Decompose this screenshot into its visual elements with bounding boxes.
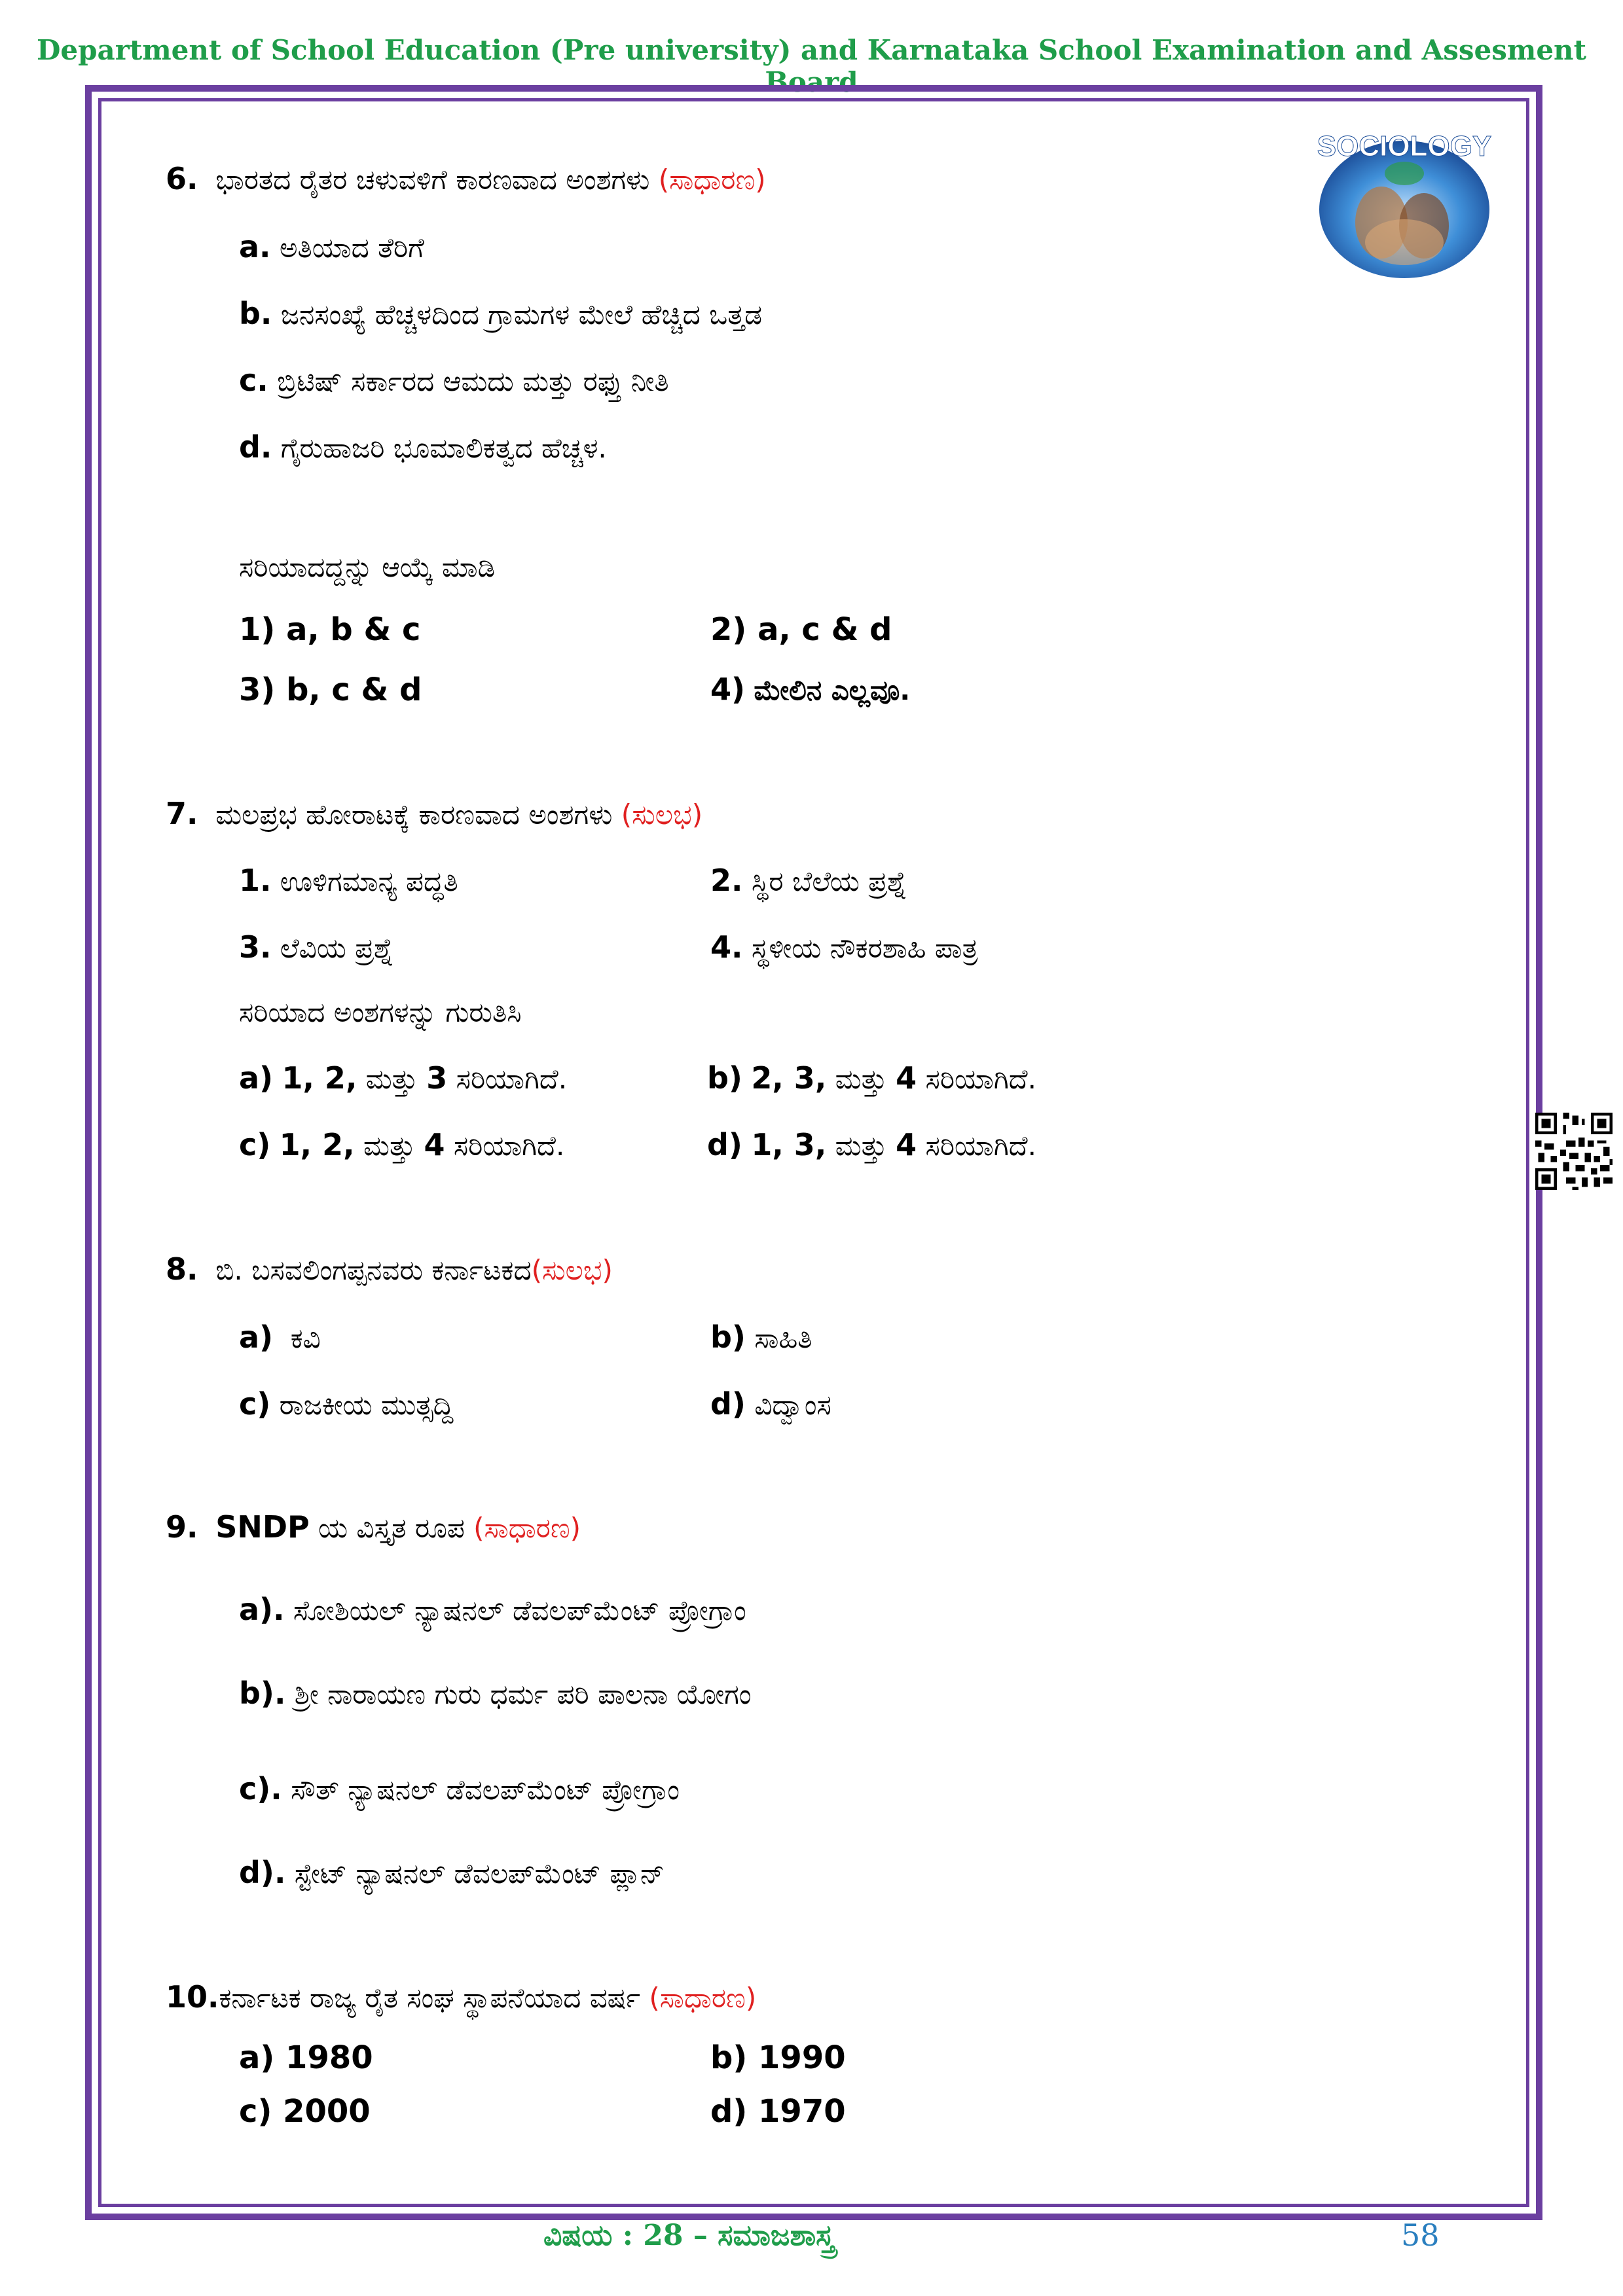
option-c[interactable]: c) ರಾಜಕೀಯ ಮುತ್ಸದ್ದಿ xyxy=(239,1386,454,1422)
difficulty-label: (ಸಾಧಾರಣ) xyxy=(649,1982,757,2014)
list-item: 1. ಊಳಿಗಮಾನ್ಯ ಪದ್ಧತಿ xyxy=(239,863,458,898)
option-b[interactable]: b) 2, 3, ಮತ್ತು 4 ಸರಿಯಾಗಿದೆ. xyxy=(707,1060,1036,1096)
question-number: 7. xyxy=(166,796,198,831)
option-d[interactable]: d). ಸ್ಟೇಟ್ ನ್ಯಾಷನಲ್ ಡೆವಲಪ್‌ಮೆಂಟ್ ಪ್ಲಾನ್ xyxy=(239,1855,665,1890)
question-number: 10. xyxy=(166,1979,219,2015)
difficulty-label: (ಸುಲಭ) xyxy=(531,1254,613,1286)
question-7 xyxy=(166,796,702,831)
list-item: a. ಅತಿಯಾದ ತೆರಿಗೆ xyxy=(239,229,424,264)
option-d[interactable]: d) 1970 xyxy=(710,2093,846,2130)
option-3[interactable]: 3) b, c & d xyxy=(239,672,422,708)
question-10 xyxy=(166,1979,756,2015)
option-c[interactable]: c) 1, 2, ಮತ್ತು 4 ಸರಿಯಾಗಿದೆ. xyxy=(239,1127,565,1162)
option-4[interactable]: 4) ಮೇಲಿನ ಎಲ್ಲವೂ. xyxy=(710,672,911,707)
list-item: d. ಗೈರುಹಾಜರಿ ಭೂಮಾಲಿಕತ್ವದ ಹೆಚ್ಚಳ. xyxy=(239,429,607,465)
option-c[interactable]: c). ಸೌತ್ ನ್ಯಾಷನಲ್ ಡೆವಲಪ್‌ಮೆಂಟ್ ಪ್ರೋಗ್ರಾಂ xyxy=(239,1771,680,1806)
option-a[interactable]: a) 1, 2, ಮತ್ತು 3 ಸರಿಯಾಗಿದೆ. xyxy=(239,1060,568,1096)
option-b[interactable]: b). ಶ್ರೀ ನಾರಾಯಣ ಗುರು ಧರ್ಮ ಪರಿ ಪಾಲನಾ ಯೋಗಂ xyxy=(239,1676,752,1711)
question-text: ಭಾರತದ ರೈತರ ಚಳುವಳಿಗೆ ಕಾರಣವಾದ ಅಂಶಗಳು xyxy=(215,164,650,196)
difficulty-label: (ಸಾಧಾರಣ) xyxy=(473,1512,581,1544)
option-d[interactable]: d) ವಿದ್ವಾಂಸ xyxy=(710,1386,831,1422)
question-number: 9. xyxy=(166,1509,198,1545)
option-2[interactable]: 2) a, c & d xyxy=(710,611,892,648)
option-a[interactable]: a) ಕವಿ xyxy=(239,1319,321,1355)
instruction: ಸರಿಯಾದ ಅಂಶಗಳನ್ನು ಗುರುತಿಸಿ xyxy=(239,996,522,1028)
question-number: 8. xyxy=(166,1251,198,1287)
option-a[interactable]: a). ಸೋಶಿಯಲ್ ನ್ಯಾಷನಲ್ ಡೆವಲಪ್‌ಮೆಂಟ್ ಪ್ರೋಗ್ರಾಂ xyxy=(239,1592,746,1627)
list-item: 2. ಸ್ಥಿರ ಬೆಲೆಯ ಪ್ರಶ್ನೆ xyxy=(710,863,907,898)
list-item: c. ಬ್ರಿಟಿಷ್ ಸರ್ಕಾರದ ಆಮದು ಮತ್ತು ರಫ್ತು ನೀತಿ xyxy=(239,363,669,398)
option-1[interactable]: 1) a, b & c xyxy=(239,611,421,648)
footer-subject: ವಿಷಯ : 28 – ಸಮಾಜಶಾಸ್ತ್ರ xyxy=(543,2219,835,2252)
list-item: b. ಜನಸಂಖ್ಯೆ ಹೆಚ್ಚಳದಿಂದ ಗ್ರಾಮಗಳ ಮೇಲೆ ಹೆಚ್ಚಿದ ಒತ್ತಡ xyxy=(239,296,762,331)
sociology-logo xyxy=(1309,111,1499,281)
list-item: 4. ಸ್ಥಳೀಯ ನೌಕರಶಾಹಿ ಪಾತ್ರ xyxy=(710,929,978,965)
option-b[interactable]: b) ಸಾಹಿತಿ xyxy=(710,1319,812,1355)
option-c[interactable]: c) 2000 xyxy=(239,2093,371,2130)
question-text: ಕರ್ನಾಟಕ ರಾಜ್ಯ ರೈತ ಸಂಘ ಸ್ಥಾಪನೆಯಾದ ವರ್ಷ xyxy=(219,1982,640,2014)
question-6 xyxy=(166,161,766,196)
page-header: Department of School Education (Pre university) and Karnataka School Examination and Assesment Board xyxy=(36,34,1586,98)
list-item: 3. ಲೆವಿಯ ಪ್ರಶ್ನೆ xyxy=(239,929,394,965)
option-d[interactable]: d) 1, 3, ಮತ್ತು 4 ಸರಿಯಾಗಿದೆ. xyxy=(707,1127,1036,1162)
page-number: 58 xyxy=(1401,2217,1440,2253)
question-number: 6. xyxy=(166,161,198,196)
question-text: ಯ ವಿಸ್ತೃತ ರೂಪ xyxy=(318,1512,465,1544)
difficulty-label: (ಸಾಧಾರಣ) xyxy=(658,164,766,196)
question-text: ಬಿ. ಬಸವಲಿಂಗಪ್ಪನವರು ಕರ್ನಾಟಕದ xyxy=(215,1254,532,1286)
option-a[interactable]: a) 1980 xyxy=(239,2039,373,2076)
question-acronym: SNDP xyxy=(215,1509,310,1545)
question-8 xyxy=(166,1251,613,1287)
qr-code[interactable] xyxy=(1535,1113,1613,1190)
option-b[interactable]: b) 1990 xyxy=(710,2039,846,2076)
instruction: ಸರಿಯಾದದ್ದನ್ನು ಆಯ್ಕೆ ಮಾಡಿ xyxy=(239,551,496,583)
logo-text: SOCIOLOGY xyxy=(1317,130,1492,162)
difficulty-label: (ಸುಲಭ) xyxy=(621,798,703,831)
question-9 xyxy=(166,1509,581,1545)
question-text: ಮಲಪ್ರಭ ಹೋರಾಟಕ್ಕೆ ಕಾರಣವಾದ ಅಂಶಗಳು xyxy=(215,798,613,831)
